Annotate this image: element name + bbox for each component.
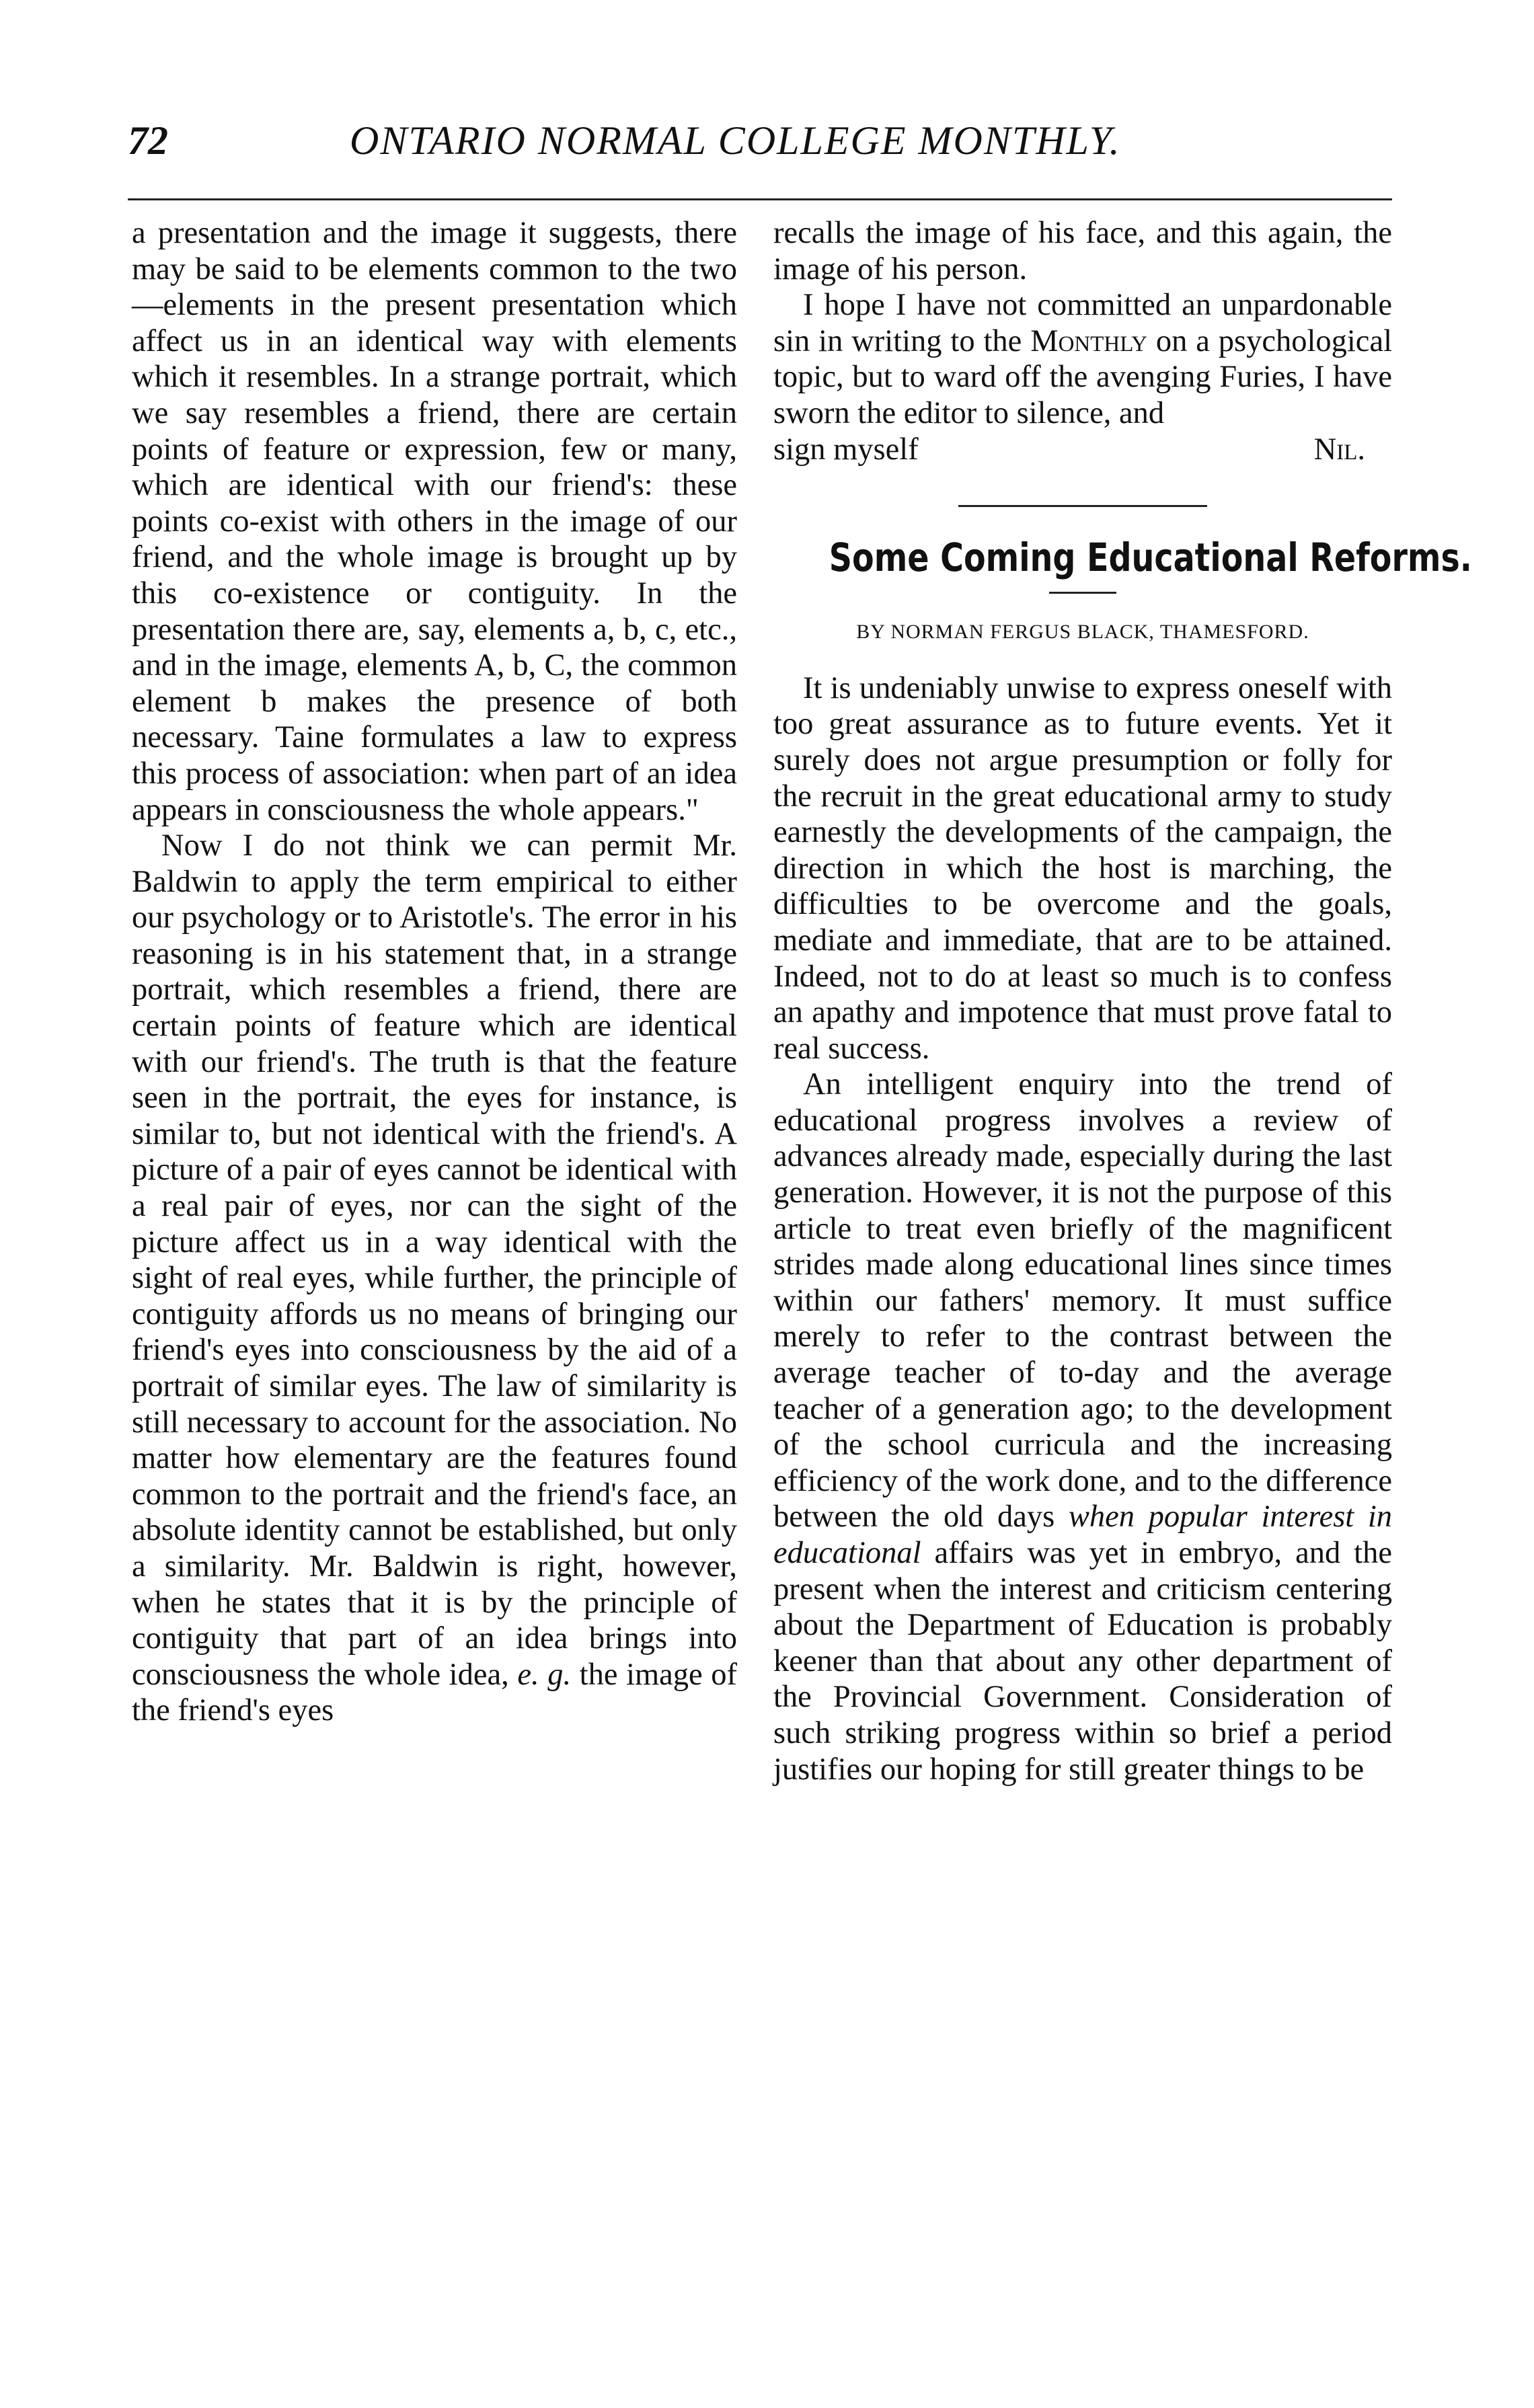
paragraph-association-law: a presentation and the image it suggests, there may be said to be elements common to the two—elements in the present presentation which affect us in an identical way with elements which it resembles. In a strange portrait, which we say resembles a friend, there are certain points of feature or expression, few or many, which are identical with our friend's: these points co-exist with others in the image of our friend, and the whole image is brought up by this co-existence or contiguity. In the presentation there are, say, elements a, b, c, etc., and in the image, elements A, b, C, the common element b makes the presence of both necessary. Taine formulates a law to express this process of association: when part of an idea appears in consciousness the whole appears." bbox=[132, 216, 737, 827]
signature: Nil. bbox=[1313, 432, 1365, 467]
paragraph-closing-note bbox=[773, 287, 1392, 431]
paragraph-text: I hope I have not committed an unpardonable sin in writing to the bbox=[773, 288, 1392, 358]
paragraph-text-end: the image of the friend's eyes bbox=[132, 1657, 738, 1728]
article-byline: BY NORMAN FERGUS BLACK, THAMESFORD. bbox=[856, 621, 1309, 644]
monthly-word: Monthly bbox=[1030, 323, 1147, 358]
header-rule bbox=[128, 198, 1392, 200]
paragraph-enquiry bbox=[773, 1066, 1392, 1787]
page-number: 72 bbox=[128, 118, 168, 163]
right-column bbox=[773, 215, 1472, 1787]
title-rule bbox=[1049, 592, 1116, 594]
page-header bbox=[128, 118, 1392, 171]
left-column bbox=[132, 215, 737, 1729]
paragraph-baldwin-critique bbox=[132, 828, 737, 1729]
paragraph-text-end: affairs was yet in embryo, and the present when the interest and criticism centering about the Department of Education is probably keener than that about any other department of the Provincial Government. Consideration of such striking progress within so brief a period justifies our hoping for still greater things to be bbox=[773, 1536, 1392, 1787]
italic-phrase: when popular interest in educational bbox=[773, 1500, 1392, 1570]
paragraph-text: Now I do not think we can permit Mr. Baldwin to apply the term empirical to either our psychology or to Aristotle's. The error in his reasoning is in his statement that, in a strange portrait, which resembles a friend, there are certain points of feature which are identical with our friend's. The truth is that the feature seen in the portrait, the eyes for instance, is similar to, but not identical with the friend's. A picture of a pair of eyes cannot be identical with a real pair of eyes, nor can the sight of the picture affect us in a way identical with the sight of real eyes, while further, the principle of contiguity affords us no means of bringing our friend's eyes into consciousness by the aid of a portrait of similar eyes. The law of similarity is still necessary to account for the association. No matter how elementary are the features found common to the portrait and the friend's face, an absolute identity cannot be established, but only a similarity. Mr. Baldwin is right, however, when he states that it is by the principle of contiguity that part of an idea brings into consciousness the whole idea, bbox=[132, 828, 737, 1692]
article-title: Some Coming Educational Reforms. bbox=[829, 535, 1472, 581]
signature-line bbox=[773, 432, 1392, 468]
section-divider bbox=[958, 505, 1207, 507]
abbreviation-eg: e. g. bbox=[517, 1657, 572, 1692]
paragraph-text: An intelligent enquiry into the trend of educational progress involves a review of advances already made, especially during the last generation. However, it is not the purpose of this article to treat even briefly of the magnificent strides made along educational lines since times within our fathers' memory. It must suffice merely to refer to the contrast between the average teacher of to-day and the average teacher of a generation ago; to the development of the school curricula and the increasing efficiency of the work done, and to the difference between the old days bbox=[773, 1067, 1392, 1535]
paragraph-text-end: on a psychological topic, but to ward off the avenging Furies, I have sworn the editor to silence, and bbox=[773, 323, 1393, 430]
sign-text: sign myself bbox=[773, 432, 919, 467]
paragraph-intro: It is undeniably unwise to express oneself with too great assurance as to future events. Yet it surely does not argue presumption or folly for the recruit in the great educational army to study earnestly the developments of the campaign, the direction in which the host is marching, the difficulties to be overcome and the goals, mediate and immediate, that are to be attained. Indeed, not to do at least so much is to confess an apathy and impotence that must prove fatal to real success. bbox=[773, 670, 1392, 1066]
paragraph-recalls: recalls the image of his face, and this again, the image of his person. bbox=[773, 216, 1392, 286]
running-title: ONTARIO NORMAL COLLEGE MONTHLY. bbox=[350, 118, 1121, 163]
